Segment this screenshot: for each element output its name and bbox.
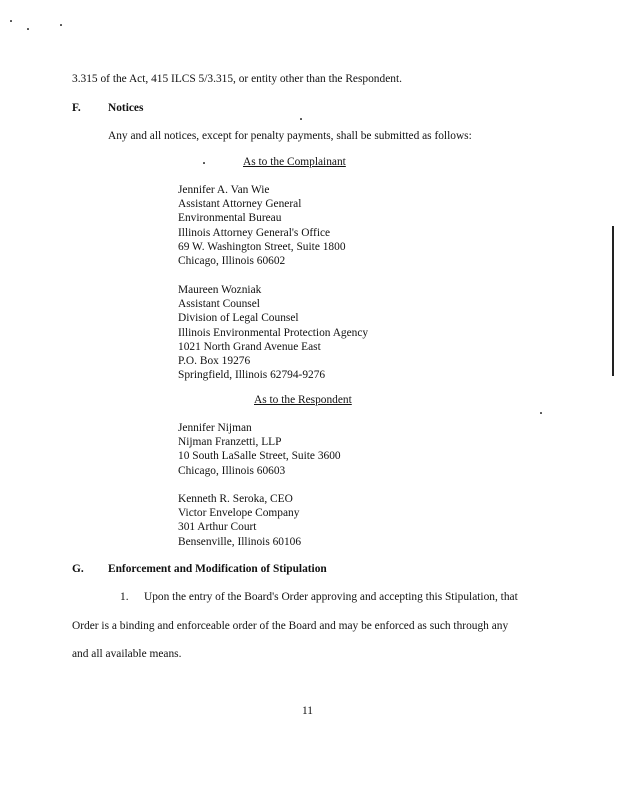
- section-f-heading: Notices: [108, 102, 144, 114]
- paragraph-line-2: Order is a binding and enforceable order of the Board and may be enforced as such through any: [72, 620, 509, 632]
- address-line: Nijman Franzetti, LLP: [178, 436, 282, 449]
- address-line: Illinois Environmental Protection Agency: [178, 326, 369, 339]
- address-line: Maureen Wozniak: [178, 284, 262, 296]
- address-line: P.O. Box 19276: [178, 355, 251, 368]
- paragraph-line-1: Upon the entry of the Board's Order approving and accepting this Stipulation, that: [144, 591, 518, 603]
- address-line: Assistant Attorney General: [178, 198, 302, 211]
- address-line: 1021 North Grand Avenue East: [178, 340, 321, 353]
- address-line: Chicago, Illinois 60603: [178, 464, 286, 477]
- respondent-contact-2: [178, 492, 301, 549]
- complainant-heading: As to the Complainant: [243, 156, 346, 168]
- address-line: Kenneth R. Seroka, CEO: [178, 493, 293, 505]
- address-line: Springfield, Illinois 62794-9276: [178, 369, 326, 382]
- address-line: Division of Legal Counsel: [178, 312, 299, 325]
- scan-edge-mark: [612, 226, 614, 376]
- address-line: Jennifer Nijman: [178, 422, 252, 434]
- scan-speck: [540, 412, 542, 414]
- address-line: 69 W. Washington Street, Suite 1800: [178, 240, 346, 253]
- scan-speck: [203, 162, 205, 164]
- address-line: Illinois Attorney General's Office: [178, 226, 331, 239]
- address-line: Environmental Bureau: [178, 212, 282, 225]
- scan-speck: [300, 118, 302, 120]
- address-line: Victor Envelope Company: [178, 507, 300, 520]
- paragraph-line-3: and all available means.: [72, 648, 182, 660]
- scan-speck: [10, 20, 12, 22]
- continuation-line: 3.315 of the Act, 415 ILCS 5/3.315, or entity other than the Respondent.: [72, 73, 402, 85]
- respondent-contact-1: [178, 421, 341, 478]
- section-f-intro: Any and all notices, except for penalty payments, shall be submitted as follows:: [108, 130, 472, 142]
- address-line: Jennifer A. Van Wie: [178, 184, 270, 196]
- address-line: Chicago, Illinois 60602: [178, 255, 286, 268]
- address-line: Assistant Counsel: [178, 298, 260, 311]
- section-g-letter: G.: [72, 563, 84, 575]
- section-f-letter: F.: [72, 102, 81, 114]
- address-line: 10 South LaSalle Street, Suite 3600: [178, 450, 341, 463]
- address-line: 301 Arthur Court: [178, 521, 257, 534]
- address-line: Bensenville, Illinois 60106: [178, 535, 302, 548]
- respondent-heading: As to the Respondent: [254, 394, 352, 406]
- scan-speck: [27, 28, 29, 30]
- complainant-contact-1: [178, 183, 346, 268]
- page-number: 11: [302, 705, 313, 717]
- paragraph-number: 1.: [120, 591, 129, 603]
- scan-speck: [60, 24, 62, 26]
- complainant-contact-2: [178, 283, 368, 382]
- section-g-heading: Enforcement and Modification of Stipulation: [108, 563, 327, 575]
